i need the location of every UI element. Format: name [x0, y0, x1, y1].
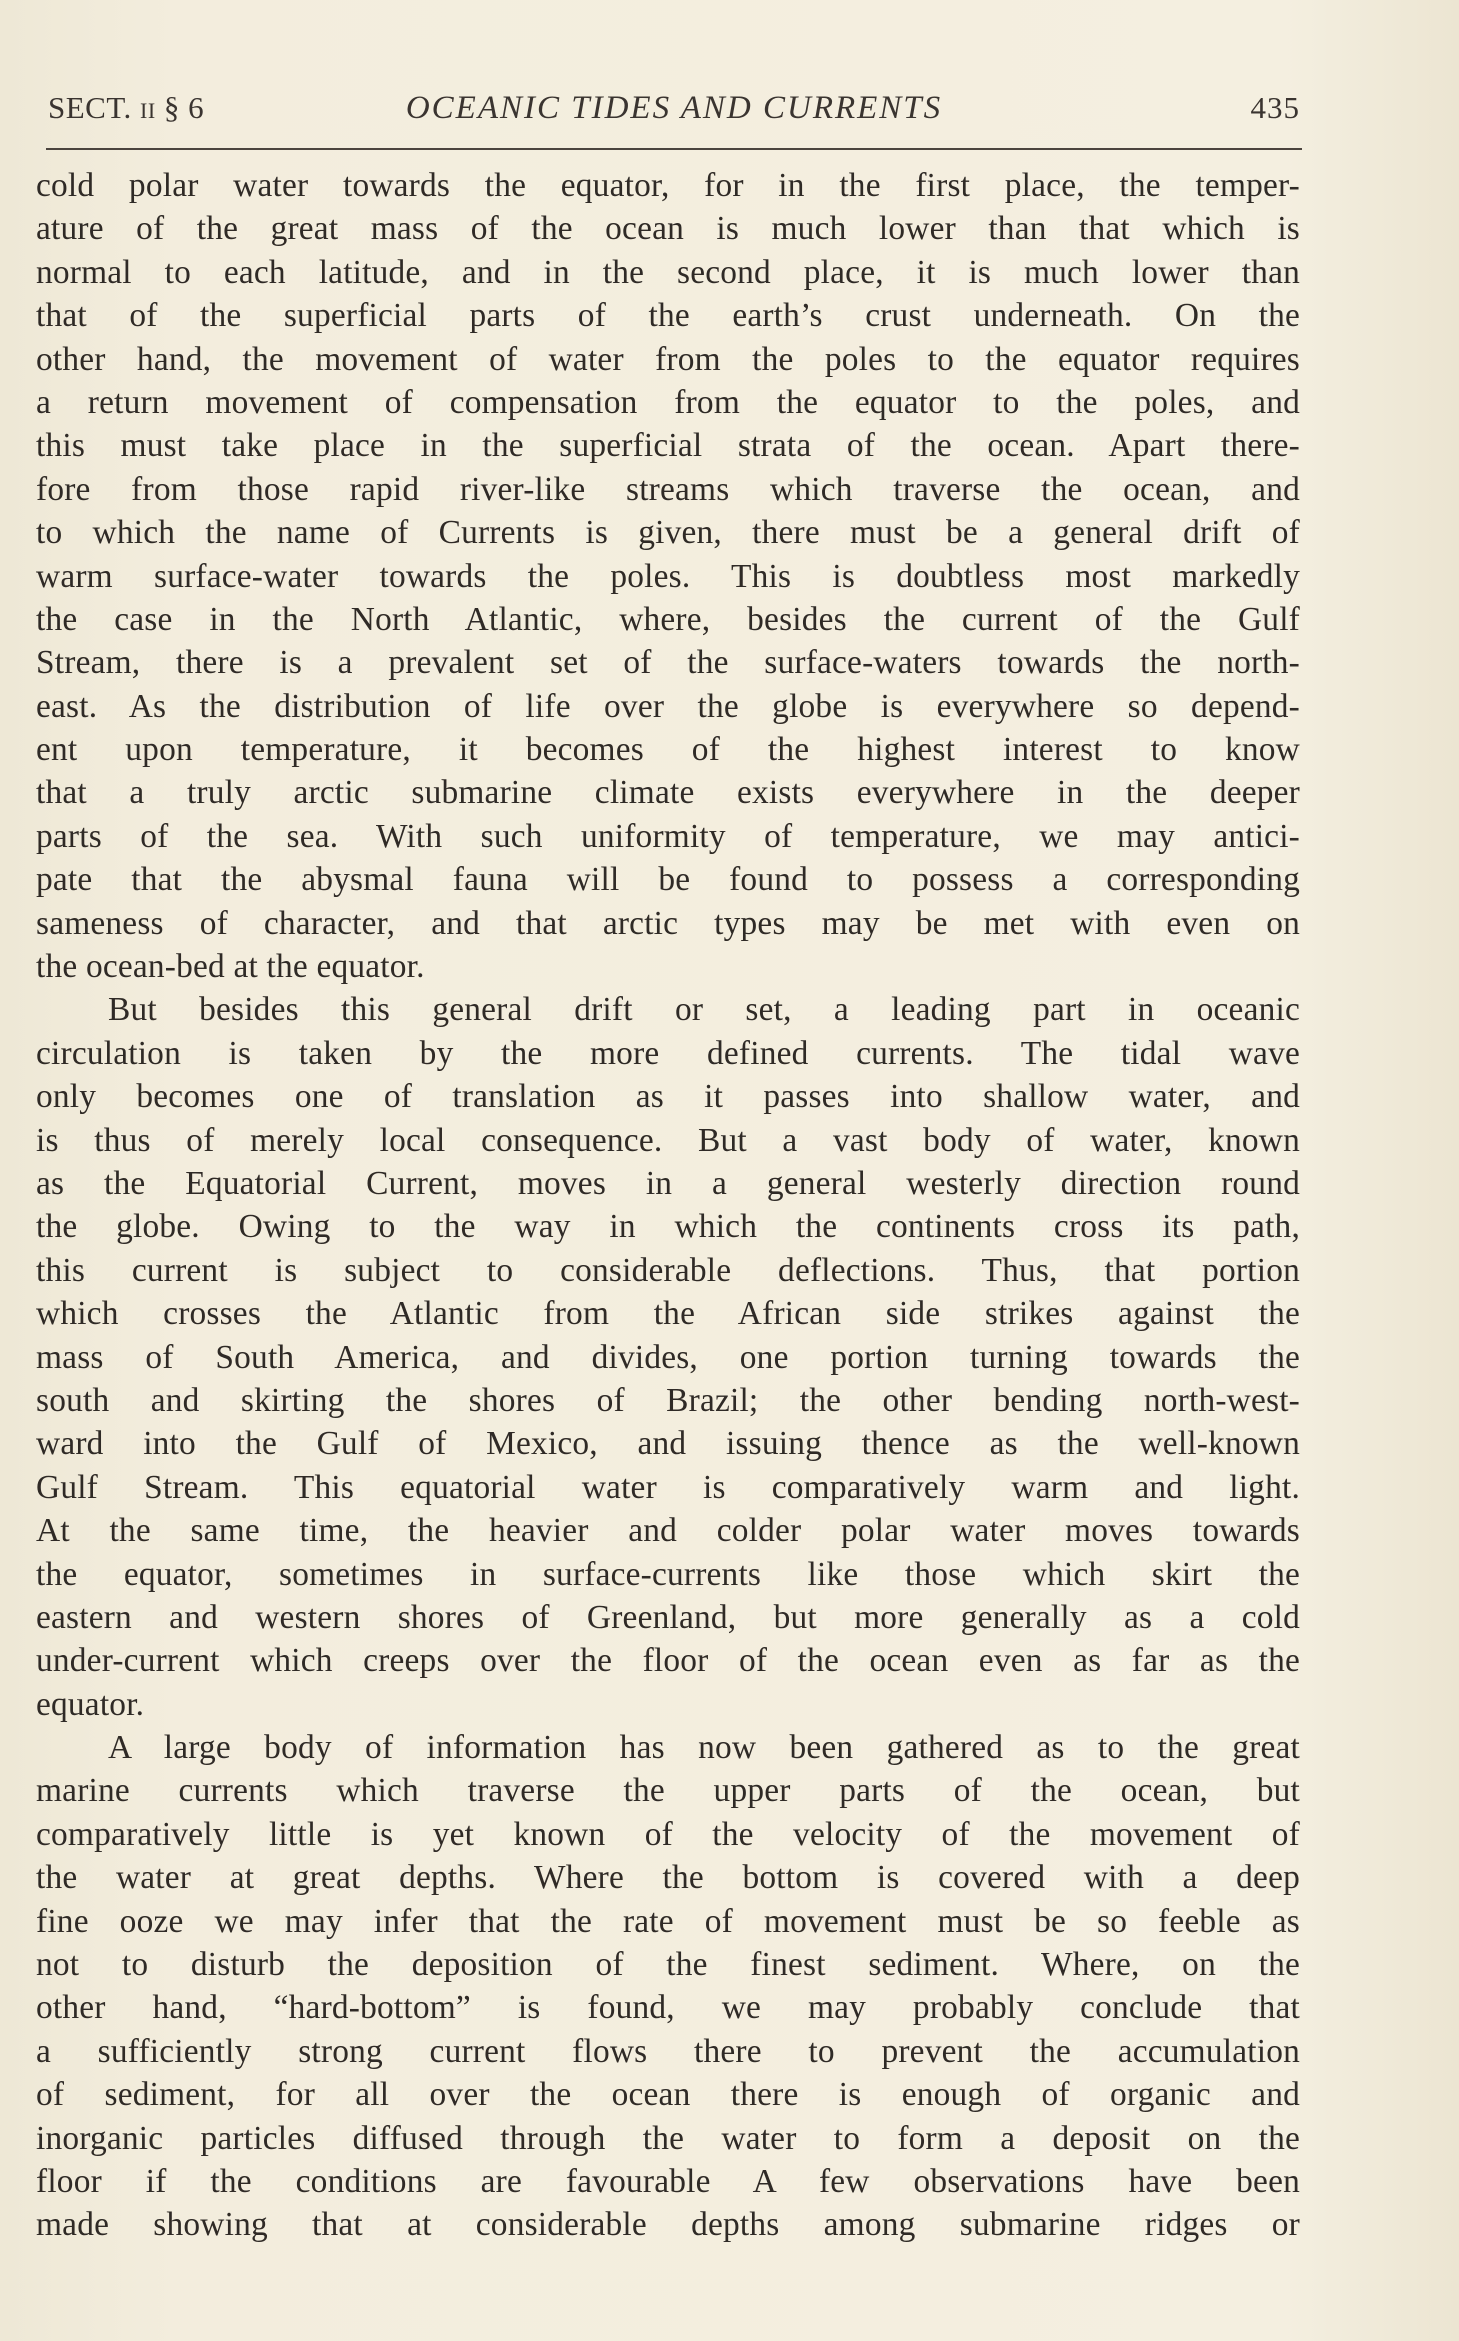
text-line: the water at great depths. Where the bottom is covered with a deep	[36, 1859, 1300, 1897]
text-line: other hand, the movement of water from the poles to the equator requires	[36, 340, 1300, 378]
text-line: to which the name of Currents is given, there must be a general drift of	[36, 514, 1300, 552]
text-line: pate that the abysmal fauna will be found to possess a corresponding	[36, 861, 1300, 899]
text-line: is thus of merely local consequence. But a vast body of water, known	[36, 1121, 1300, 1159]
text-line: that a truly arctic submarine climate exists everywhere in the deeper	[36, 774, 1300, 812]
text-line: mass of South America, and divides, one portion turning towards the	[36, 1338, 1300, 1376]
text-line: under-current which creeps over the floor of the ocean even as far as the	[36, 1642, 1300, 1680]
text-line: the equator, sometimes in surface-currents like those which skirt the	[36, 1555, 1300, 1593]
text-line: floor if the conditions are favourable A few observations have been	[36, 2162, 1300, 2200]
text-line: as the Equatorial Current, moves in a general westerly direction round	[36, 1164, 1300, 1202]
text-line: this current is subject to considerable deflections. Thus, that portion	[36, 1251, 1300, 1289]
header-rule	[46, 148, 1302, 150]
text-line: fore from those rapid river-like streams which traverse the ocean, and	[36, 470, 1300, 508]
text-line: the ocean-bed at the equator.	[36, 948, 425, 986]
text-line: eastern and western shores of Greenland, but more generally as a cold	[36, 1598, 1300, 1636]
body-text	[36, 164, 1300, 2247]
text-line: this must take place in the superficial strata of the ocean. Apart there-	[36, 427, 1300, 465]
text-line: a sufficiently strong current flows there to prevent the accumulation	[36, 2032, 1300, 2070]
text-line: marine currents which traverse the upper parts of the ocean, but	[36, 1772, 1300, 1810]
text-line: ward into the Gulf of Mexico, and issuing thence as the well-known	[36, 1425, 1300, 1463]
text-line: warm surface-water towards the poles. This is doubtless most markedly	[36, 557, 1300, 595]
text-line: ature of the great mass of the ocean is much lower than that which is	[36, 210, 1300, 248]
text-line: fine ooze we may infer that the rate of movement must be so feeble as	[36, 1902, 1300, 1940]
text-line: the case in the North Atlantic, where, besides the current of the Gulf	[36, 600, 1300, 638]
text-line: At the same time, the heavier and colder polar water moves towards	[36, 1512, 1300, 1550]
section-reference: SECT. ii § 6	[48, 90, 205, 125]
text-line: south and skirting the shores of Brazil; the other bending north-west-	[36, 1381, 1300, 1419]
text-line: circulation is taken by the more defined currents. The tidal wave	[36, 1034, 1300, 1072]
text-line: a return movement of compensation from the equator to the poles, and	[36, 383, 1300, 421]
text-line: which crosses the Atlantic from the African side strikes against the	[36, 1295, 1300, 1333]
text-line: not to disturb the deposition of the finest sediment. Where, on the	[36, 1946, 1300, 1984]
text-line: normal to each latitude, and in the second place, it is much lower than	[36, 253, 1300, 291]
text-line: equator.	[36, 1685, 145, 1723]
text-line: east. As the distribution of life over the globe is everywhere so depend-	[36, 687, 1300, 725]
text-line: sameness of character, and that arctic types may be met with even on	[36, 904, 1300, 942]
text-line: Stream, there is a prevalent set of the surface-waters towards the north-	[36, 644, 1300, 682]
text-line: the globe. Owing to the way in which the continents cross its path,	[36, 1208, 1300, 1246]
running-title: OCEANIC TIDES AND CURRENTS	[405, 90, 943, 126]
text-line: other hand, “hard-bottom” is found, we may probably conclude that	[36, 1989, 1300, 2027]
text-line: But besides this general drift or set, a leading part in oceanic	[108, 991, 1300, 1029]
running-head	[48, 82, 1300, 134]
text-line: comparatively little is yet known of the velocity of the movement of	[36, 1815, 1300, 1853]
text-line: ent upon temperature, it becomes of the highest interest to know	[36, 731, 1300, 769]
text-line: inorganic particles diffused through the water to form a deposit on the	[36, 2119, 1300, 2157]
text-line: Gulf Stream. This equatorial water is comparatively warm and light.	[36, 1468, 1300, 1506]
text-line: cold polar water towards the equator, for in the first place, the temper-	[36, 167, 1300, 204]
text-line: only becomes one of translation as it passes into shallow water, and	[36, 1078, 1300, 1116]
page-number: 435	[1250, 90, 1300, 125]
text-line: parts of the sea. With such uniformity of temperature, we may antici-	[36, 817, 1300, 855]
text-line: A large body of information has now been gathered as to the great	[108, 1729, 1300, 1767]
text-line: of sediment, for all over the ocean there is enough of organic and	[36, 2076, 1300, 2114]
text-line: made showing that at considerable depths among submarine ridges or	[36, 2206, 1300, 2244]
text-line: that of the superficial parts of the earth’s crust underneath. On the	[36, 297, 1300, 335]
